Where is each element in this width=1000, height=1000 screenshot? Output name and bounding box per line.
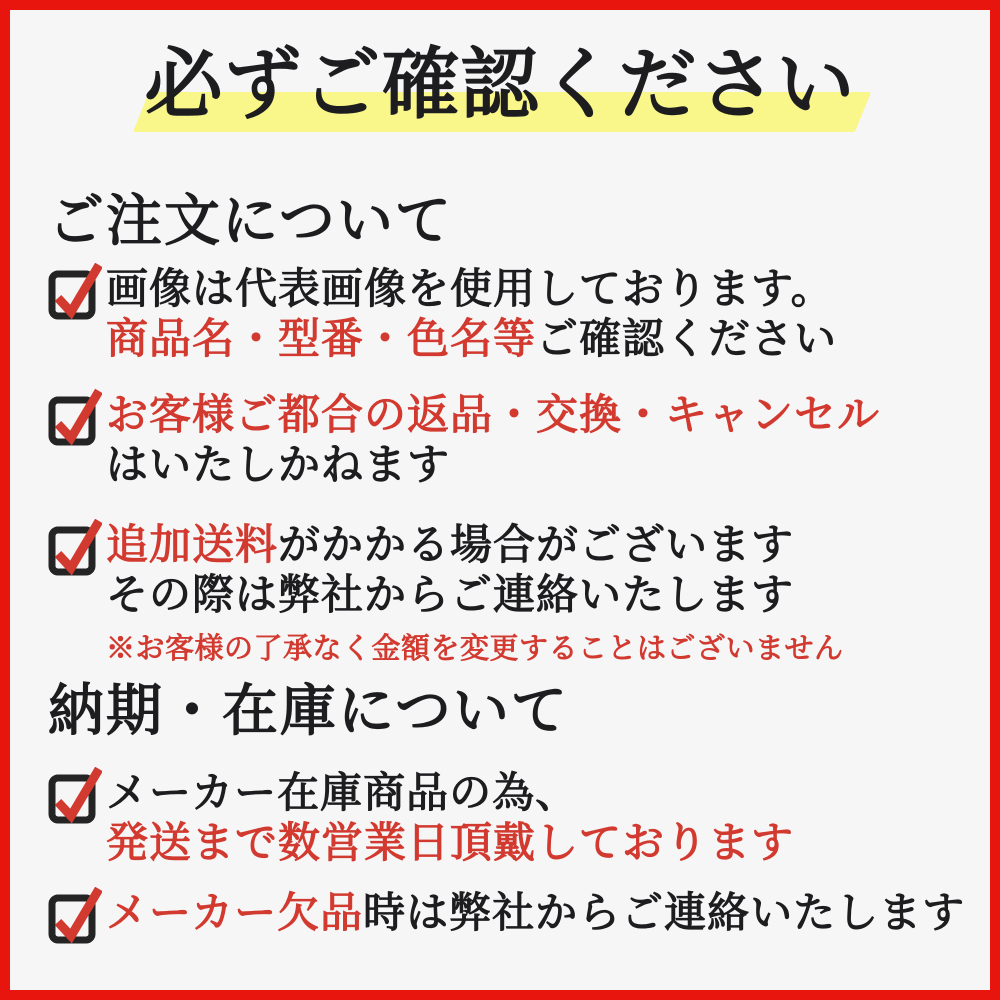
item-note: ※お客様の了承なく金額を変更することはございません	[106, 632, 844, 665]
checked-checkbox-icon	[48, 386, 102, 448]
section-heading-stock: 納期・在庫について	[48, 681, 569, 743]
item-text-segment: 時は弊社からご連絡いたします	[363, 891, 966, 937]
item-text-segment: メーカー在庫商品の為、	[106, 771, 579, 817]
item-text-segment: その際は弊社からご連絡いたします	[106, 572, 795, 619]
item-text-segment: 商品名・型番・色名等	[106, 316, 537, 363]
checked-checkbox-icon	[48, 884, 102, 946]
item-text-segment: メーカー欠品	[106, 891, 364, 937]
item-text-segment: 画像は代表画像を使用しております。	[106, 267, 834, 313]
item-text-segment: 発送まで数営業日頂戴しております	[106, 820, 795, 867]
checked-checkbox-icon	[48, 764, 102, 826]
title-block	[10, 40, 990, 170]
item-text	[106, 392, 880, 492]
list-item	[48, 522, 844, 667]
list-item	[48, 890, 965, 946]
item-text	[106, 770, 794, 870]
item-text	[106, 890, 965, 940]
checked-checkbox-icon	[48, 260, 102, 322]
item-text-segment: お客様ご都合の返品・交換・キャンセル	[106, 393, 881, 439]
item-text-segment: ご確認ください	[536, 316, 838, 363]
checked-checkbox-icon	[48, 516, 102, 578]
item-text	[106, 522, 844, 667]
section-heading-order: ご注文について	[48, 191, 453, 253]
item-text	[106, 266, 837, 366]
item-text-segment: 追加送料	[106, 523, 279, 569]
list-item	[48, 770, 794, 870]
item-text-segment: はいたしかねます	[106, 442, 451, 489]
page-title: 必ずご確認ください	[144, 41, 856, 128]
item-text-segment: がかかる場合がございます	[278, 523, 795, 569]
list-item	[48, 392, 880, 492]
list-item	[48, 266, 837, 366]
